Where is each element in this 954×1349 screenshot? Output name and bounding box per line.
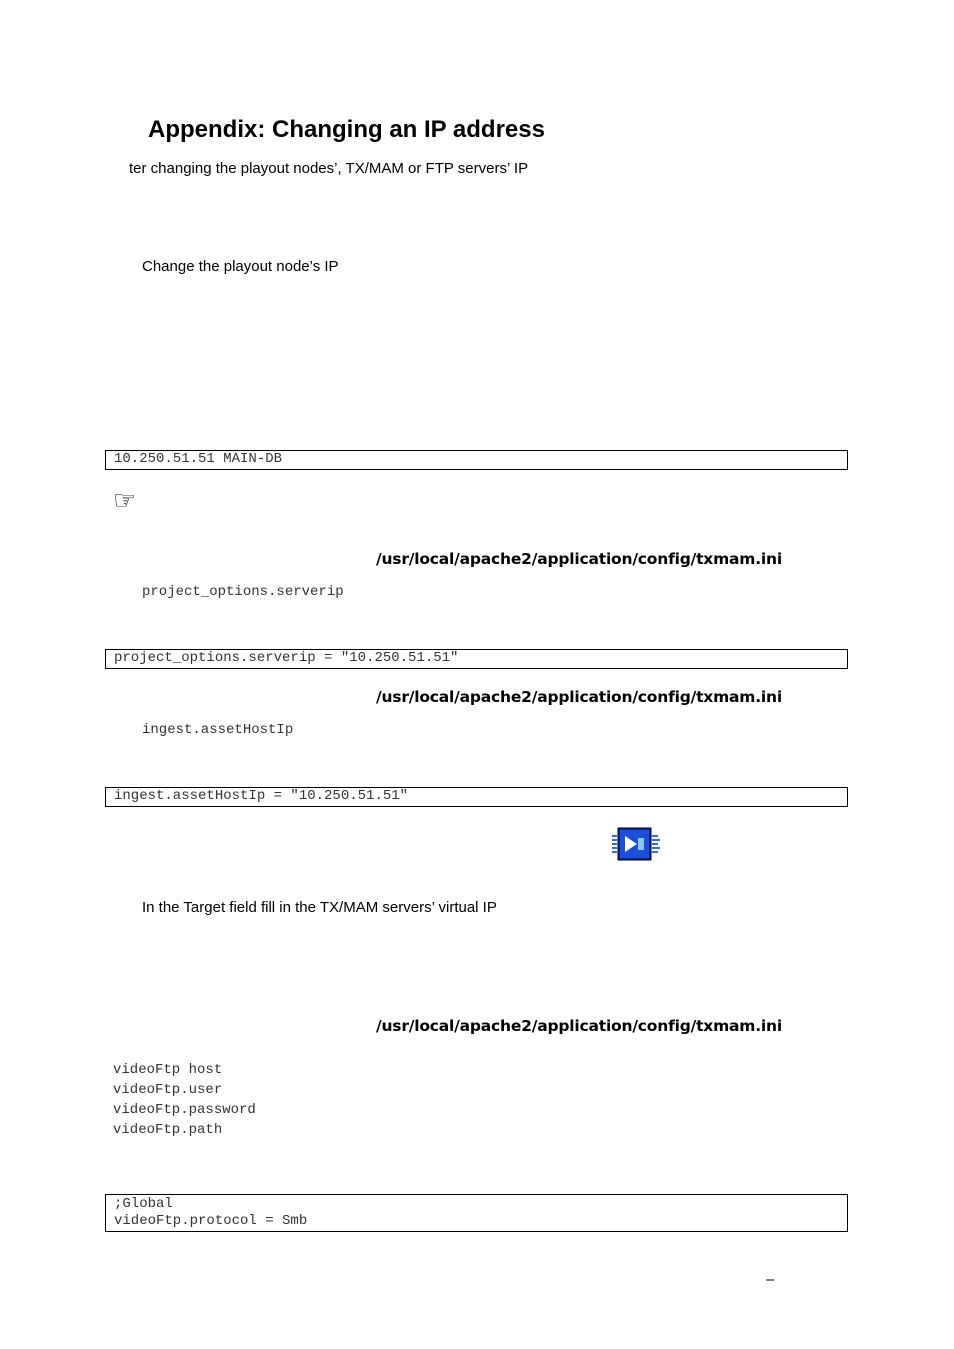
hosts-code-line: 10.250.51.51 MAIN-DB xyxy=(114,451,283,467)
assethost-code-line: ingest.assetHostIp = "10.250.51.51" xyxy=(114,788,409,804)
global-code-line: ;Global xyxy=(114,1196,173,1212)
videoftp-param: videoFtp.path xyxy=(113,1122,223,1138)
page-title: Appendix: Changing an IP address xyxy=(148,116,545,143)
assethost-code-box xyxy=(105,787,848,807)
videoftp-param: videoFtp.user xyxy=(113,1082,223,1098)
videoftp-param: videoFtp host xyxy=(113,1062,223,1078)
pointing-hand-icon: ☞ xyxy=(113,485,137,515)
step-change-ip: Change the playout node’s IP xyxy=(142,258,339,275)
param-assethost: ingest.assetHostIp xyxy=(142,722,294,738)
config-path-3: /usr/local/apache2/application/config/txmam.ini xyxy=(376,1017,782,1035)
serverip-code-line: project_options.serverip = "10.250.51.51" xyxy=(114,650,459,666)
param-serverip: project_options.serverip xyxy=(142,584,344,600)
videoftp-param: videoFtp.password xyxy=(113,1102,256,1118)
config-path-2: /usr/local/apache2/application/config/txmam.ini xyxy=(376,688,782,706)
config-path-1: /usr/local/apache2/application/config/txmam.ini xyxy=(376,550,782,568)
application-shortcut-icon xyxy=(611,827,661,861)
page-mark: – xyxy=(766,1271,775,1288)
global-code-box xyxy=(105,1194,848,1232)
videoftp-param-list xyxy=(113,1060,256,1140)
intro-text: ter changing the playout nodes’, TX/MAM or FTP servers’ IP xyxy=(129,160,529,177)
hosts-code-box xyxy=(105,450,848,470)
global-code-line: videoFtp.protocol = Smb xyxy=(114,1213,308,1229)
serverip-code-box xyxy=(105,649,848,669)
step-target: In the Target field fill in the TX/MAM servers’ virtual IP xyxy=(142,899,497,916)
